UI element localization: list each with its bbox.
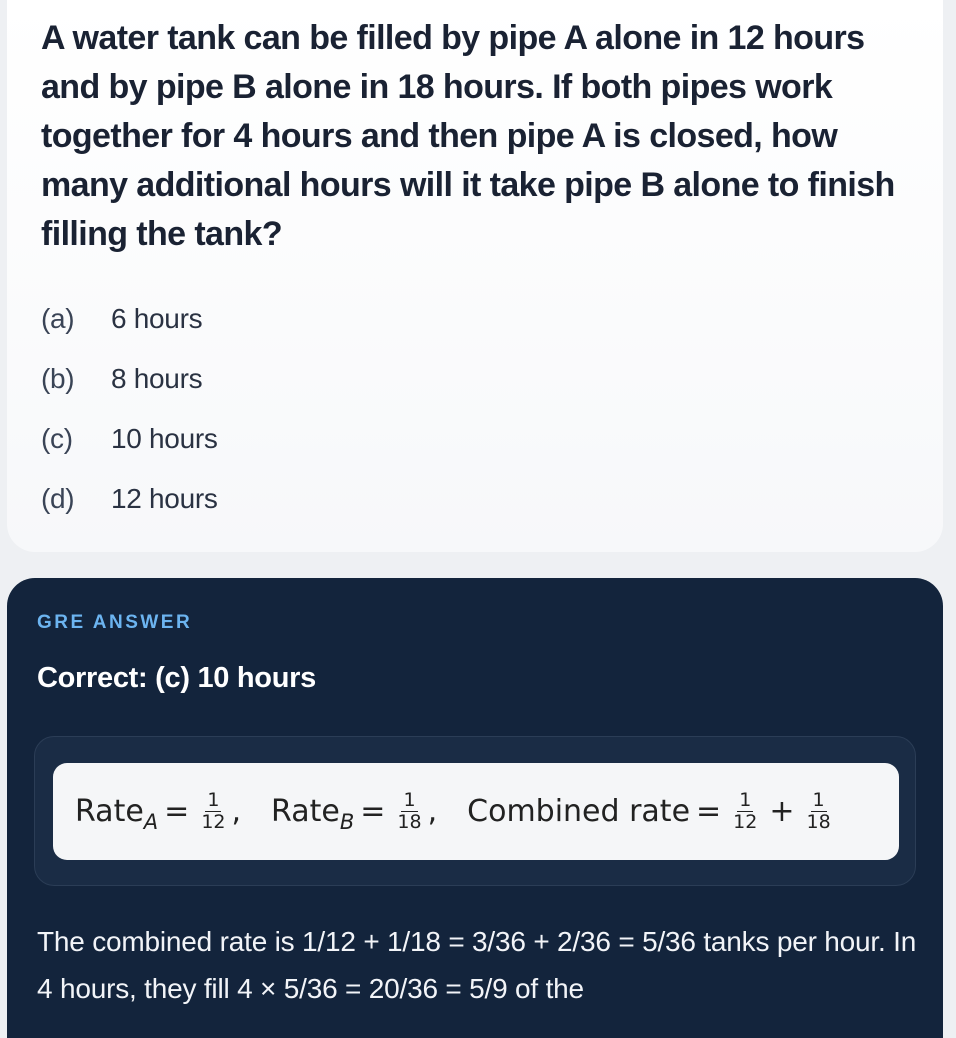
fraction-1-12: $\frac{1}{12}$: [201, 789, 226, 833]
option-letter: (c): [41, 423, 73, 454]
question-text: A water tank can be filled by pipe A alone in 12 hours and by pipe B alone in 18 hours. If both pipes work together for 4 hours and then pipe A is closed, how many additional hours will it take pipe B alone to finish filling the tank?: [41, 19, 895, 253]
equals-sign: =: [360, 794, 386, 829]
fraction-1-12: $\frac{1}{12}$: [733, 789, 758, 833]
option-a[interactable]: [41, 289, 909, 349]
comma: ,: [231, 794, 242, 829]
option-text: 10 hours: [111, 423, 218, 454]
answer-label: GRE ANSWER: [37, 612, 193, 633]
fraction-1-18: $\frac{1}{18}$: [806, 789, 831, 833]
equals-sign: =: [696, 794, 722, 829]
explanation-text: The combined rate is 1/12 + 1/18 = 3/36 + 2/36 = 5/36 tanks per hour. In 4 hours, they fill 4 × 5/36 = 20/36 = 5/9 of the: [37, 926, 917, 1004]
option-b[interactable]: [41, 349, 909, 409]
combined-rate-label: Combined rate: [467, 794, 691, 829]
option-letter: (d): [41, 483, 75, 514]
option-c[interactable]: [41, 409, 909, 469]
option-text: 8 hours: [111, 363, 203, 394]
plus-sign: +: [769, 794, 795, 829]
fraction-1-18: $\frac{1}{18}$: [397, 789, 422, 833]
formula-container: [34, 736, 916, 886]
option-text: 12 hours: [111, 483, 218, 514]
option-letter: (b): [41, 363, 75, 394]
rate-b-label: Rate$_B$: [271, 794, 355, 834]
option-text: 6 hours: [111, 303, 203, 334]
question-card: [7, 0, 943, 552]
formula-box: [53, 763, 899, 860]
option-letter: (a): [41, 303, 75, 334]
answer-card: [7, 578, 943, 1038]
option-d[interactable]: [41, 469, 909, 529]
correct-answer: Correct: (c) 10 hours: [37, 662, 316, 694]
comma: ,: [427, 794, 438, 829]
rate-a-label: Rate$_A$: [75, 794, 159, 834]
equals-sign: =: [164, 794, 190, 829]
options-list: [41, 289, 909, 529]
